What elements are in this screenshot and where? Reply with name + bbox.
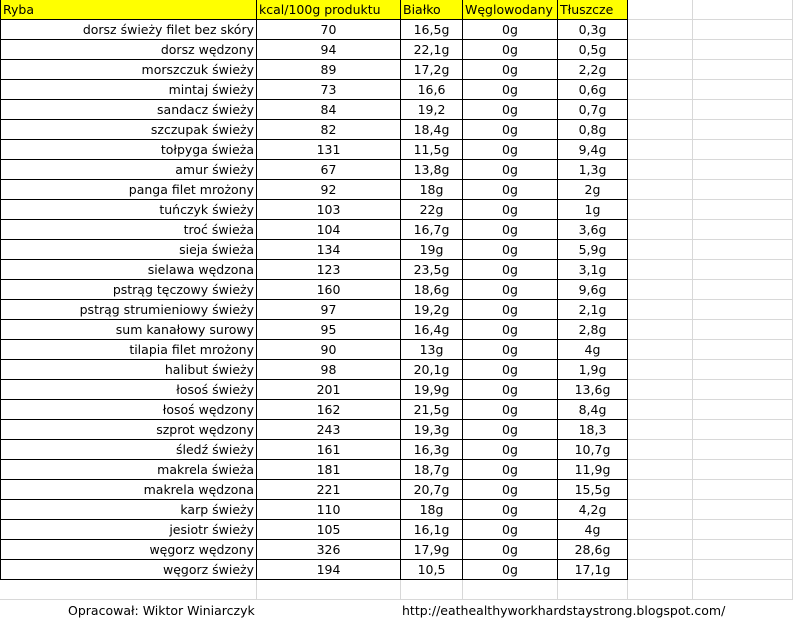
empty-cell[interactable] (628, 440, 693, 460)
cell-kcal[interactable]: 97 (257, 300, 401, 320)
cell-protein[interactable]: 18g (401, 180, 463, 200)
table-row (0, 60, 793, 80)
cell-carbs[interactable]: 0g (463, 500, 558, 520)
cell-carbs[interactable]: 0g (463, 160, 558, 180)
cell-kcal[interactable]: 70 (257, 20, 401, 40)
table-row (0, 20, 793, 40)
cell-kcal[interactable]: 181 (257, 460, 401, 480)
empty-cell[interactable] (693, 380, 793, 400)
cell-fish-name[interactable]: jesiotr świeży (0, 520, 257, 540)
empty-cell[interactable] (693, 360, 793, 380)
cell-fish-name[interactable]: makrela wędzona (0, 480, 257, 500)
cell-fish-name[interactable]: śledź świeży (0, 440, 257, 460)
cell-protein[interactable]: 16,1g (401, 520, 463, 540)
empty-cell[interactable] (693, 320, 793, 340)
cell-kcal[interactable]: 92 (257, 180, 401, 200)
cell-protein[interactable]: 17,9g (401, 540, 463, 560)
empty-cell[interactable] (628, 240, 693, 260)
cell-protein[interactable]: 16,3g (401, 440, 463, 460)
cell-kcal[interactable]: 326 (257, 540, 401, 560)
cell-fat[interactable]: 9,4g (558, 140, 628, 160)
cell-protein[interactable]: 19,2 (401, 100, 463, 120)
empty-cell[interactable] (693, 80, 793, 100)
empty-cell[interactable] (401, 580, 463, 600)
cell-fat[interactable]: 1,9g (558, 360, 628, 380)
cell-carbs[interactable]: 0g (463, 280, 558, 300)
cell-kcal[interactable]: 73 (257, 80, 401, 100)
cell-protein[interactable]: 22g (401, 200, 463, 220)
empty-cell[interactable] (0, 580, 257, 600)
empty-cell[interactable] (693, 140, 793, 160)
data-rows (0, 20, 793, 600)
table-row (0, 400, 793, 420)
table-row (0, 440, 793, 460)
empty-cell[interactable] (628, 380, 693, 400)
cell-fish-name[interactable]: morszczuk świeży (0, 60, 257, 80)
empty-cell[interactable] (693, 460, 793, 480)
empty-cell[interactable] (693, 160, 793, 180)
empty-cell[interactable] (693, 300, 793, 320)
cell-carbs[interactable]: 0g (463, 260, 558, 280)
cell-fish-name[interactable]: makrela świeża (0, 460, 257, 480)
cell-protein[interactable]: 16,7g (401, 220, 463, 240)
cell-fish-name[interactable]: tołpyga świeża (0, 140, 257, 160)
empty-cell[interactable] (628, 100, 693, 120)
cell-carbs[interactable]: 0g (463, 80, 558, 100)
table-row (0, 380, 793, 400)
empty-cell[interactable] (693, 280, 793, 300)
cell-protein[interactable]: 19,3g (401, 420, 463, 440)
cell-fat[interactable]: 15,5g (558, 480, 628, 500)
empty-header-cell[interactable] (628, 0, 693, 20)
cell-carbs[interactable]: 0g (463, 540, 558, 560)
cell-fish-name[interactable]: dorsz wędzony (0, 40, 257, 60)
cell-fat[interactable]: 4g (558, 340, 628, 360)
cell-carbs[interactable]: 0g (463, 240, 558, 260)
table-row (0, 420, 793, 440)
empty-cell[interactable] (693, 20, 793, 40)
empty-cell[interactable] (693, 220, 793, 240)
cell-fat[interactable]: 10,7g (558, 440, 628, 460)
cell-fish-name[interactable]: sieja świeża (0, 240, 257, 260)
cell-fish-name[interactable]: szprot wędzony (0, 420, 257, 440)
cell-fish-name[interactable]: sum kanałowy surowy (0, 320, 257, 340)
cell-carbs[interactable]: 0g (463, 140, 558, 160)
cell-carbs[interactable]: 0g (463, 300, 558, 320)
cell-carbs[interactable]: 0g (463, 560, 558, 580)
cell-kcal[interactable]: 105 (257, 520, 401, 540)
empty-cell[interactable] (693, 500, 793, 520)
empty-cell[interactable] (463, 580, 558, 600)
blog-url: http://eathealthyworkhardstaystrong.blogspot.com/ (402, 603, 726, 618)
table-row (0, 240, 793, 260)
cell-kcal[interactable]: 90 (257, 340, 401, 360)
cell-fat[interactable]: 4,2g (558, 500, 628, 520)
cell-protein[interactable]: 11,5g (401, 140, 463, 160)
table-row (0, 80, 793, 100)
empty-cell[interactable] (628, 320, 693, 340)
cell-carbs[interactable]: 0g (463, 480, 558, 500)
table-row (0, 220, 793, 240)
cell-fat[interactable]: 18,3 (558, 420, 628, 440)
cell-fat[interactable]: 9,6g (558, 280, 628, 300)
cell-protein[interactable]: 18,6g (401, 280, 463, 300)
table-row (0, 320, 793, 340)
header-protein[interactable]: Białko (401, 0, 463, 20)
empty-cell[interactable] (257, 580, 401, 600)
table-row (0, 300, 793, 320)
empty-cell[interactable] (628, 40, 693, 60)
cell-kcal[interactable]: 131 (257, 140, 401, 160)
empty-cell[interactable] (628, 420, 693, 440)
cell-carbs[interactable]: 0g (463, 100, 558, 120)
empty-cell[interactable] (693, 40, 793, 60)
cell-fat[interactable]: 0,6g (558, 80, 628, 100)
cell-fat[interactable]: 3,6g (558, 220, 628, 240)
table-row (0, 520, 793, 540)
cell-kcal[interactable]: 104 (257, 220, 401, 240)
cell-carbs[interactable]: 0g (463, 520, 558, 540)
cell-kcal[interactable]: 160 (257, 280, 401, 300)
empty-cell[interactable] (628, 260, 693, 280)
empty-cell[interactable] (693, 440, 793, 460)
empty-cell[interactable] (693, 60, 793, 80)
empty-cell[interactable] (628, 140, 693, 160)
cell-carbs[interactable]: 0g (463, 200, 558, 220)
cell-kcal[interactable]: 201 (257, 380, 401, 400)
empty-cell[interactable] (628, 360, 693, 380)
cell-fish-name[interactable]: tuńczyk świeży (0, 200, 257, 220)
table-row (0, 160, 793, 180)
cell-protein[interactable]: 22,1g (401, 40, 463, 60)
empty-cell[interactable] (693, 180, 793, 200)
cell-kcal[interactable]: 221 (257, 480, 401, 500)
empty-cell[interactable] (693, 520, 793, 540)
cell-protein[interactable]: 13g (401, 340, 463, 360)
cell-fat[interactable]: 28,6g (558, 540, 628, 560)
cell-carbs[interactable]: 0g (463, 360, 558, 380)
table-row (0, 180, 793, 200)
table-row (0, 120, 793, 140)
empty-cell[interactable] (628, 480, 693, 500)
table-row (0, 480, 793, 500)
cell-kcal[interactable]: 103 (257, 200, 401, 220)
cell-protein[interactable]: 19,2g (401, 300, 463, 320)
empty-cell[interactable] (693, 100, 793, 120)
header-fat[interactable]: Tłuszcze (558, 0, 628, 20)
cell-fat[interactable]: 0,5g (558, 40, 628, 60)
table-row (0, 360, 793, 380)
empty-cell[interactable] (693, 580, 793, 600)
cell-fish-name[interactable]: amur świeży (0, 160, 257, 180)
cell-protein[interactable]: 16,6 (401, 80, 463, 100)
cell-protein[interactable]: 19,9g (401, 380, 463, 400)
header-carbs[interactable]: Węglowodany (463, 0, 558, 20)
cell-carbs[interactable]: 0g (463, 40, 558, 60)
cell-kcal[interactable]: 94 (257, 40, 401, 60)
table-row (0, 200, 793, 220)
table-row (0, 340, 793, 360)
empty-header-cell[interactable] (693, 0, 793, 20)
empty-cell[interactable] (693, 400, 793, 420)
empty-cell[interactable] (628, 560, 693, 580)
cell-fat[interactable]: 4g (558, 520, 628, 540)
empty-cell[interactable] (693, 240, 793, 260)
cell-fish-name[interactable]: pstrąg tęczowy świeży (0, 280, 257, 300)
author-credit: Opracował: Wiktor Winiarczyk (68, 603, 255, 618)
cell-fish-name[interactable]: troć świeża (0, 220, 257, 240)
empty-cell[interactable] (628, 580, 693, 600)
empty-cell[interactable] (628, 520, 693, 540)
cell-fat[interactable]: 8,4g (558, 400, 628, 420)
cell-fat[interactable]: 17,1g (558, 560, 628, 580)
cell-carbs[interactable]: 0g (463, 400, 558, 420)
table-row (0, 260, 793, 280)
empty-cell[interactable] (628, 180, 693, 200)
cell-kcal[interactable]: 243 (257, 420, 401, 440)
cell-carbs[interactable]: 0g (463, 220, 558, 240)
empty-cell[interactable] (693, 540, 793, 560)
cell-carbs[interactable]: 0g (463, 460, 558, 480)
cell-fat[interactable]: 2,1g (558, 300, 628, 320)
cell-fish-name[interactable]: szczupak świeży (0, 120, 257, 140)
cell-fish-name[interactable]: tilapia filet mrożony (0, 340, 257, 360)
cell-fat[interactable]: 2,8g (558, 320, 628, 340)
header-kcal[interactable]: kcal/100g produktu (257, 0, 401, 20)
empty-cell[interactable] (693, 340, 793, 360)
cell-protein[interactable]: 19g (401, 240, 463, 260)
table-row (0, 560, 793, 580)
table-row (0, 540, 793, 560)
cell-fish-name[interactable]: łosoś wędzony (0, 400, 257, 420)
empty-cell[interactable] (693, 560, 793, 580)
empty-cell[interactable] (628, 60, 693, 80)
cell-carbs[interactable]: 0g (463, 120, 558, 140)
empty-cell[interactable] (628, 500, 693, 520)
cell-fat[interactable]: 1,3g (558, 160, 628, 180)
cell-kcal[interactable]: 98 (257, 360, 401, 380)
header-fish-name[interactable]: Ryba (0, 0, 257, 20)
cell-fish-name[interactable]: sielawa wędzona (0, 260, 257, 280)
cell-carbs[interactable]: 0g (463, 440, 558, 460)
cell-fat[interactable]: 0,7g (558, 100, 628, 120)
empty-cell[interactable] (558, 580, 628, 600)
empty-row (0, 580, 793, 600)
cell-fish-name[interactable]: mintaj świeży (0, 80, 257, 100)
cell-carbs[interactable]: 0g (463, 60, 558, 80)
cell-kcal[interactable]: 162 (257, 400, 401, 420)
cell-fish-name[interactable]: węgorz wędzony (0, 540, 257, 560)
cell-carbs[interactable]: 0g (463, 380, 558, 400)
empty-cell[interactable] (628, 160, 693, 180)
cell-kcal[interactable]: 89 (257, 60, 401, 80)
cell-protein[interactable]: 16,4g (401, 320, 463, 340)
cell-protein[interactable]: 10,5 (401, 560, 463, 580)
cell-kcal[interactable]: 161 (257, 440, 401, 460)
cell-kcal[interactable]: 123 (257, 260, 401, 280)
cell-fish-name[interactable]: węgorz świeży (0, 560, 257, 580)
cell-kcal[interactable]: 82 (257, 120, 401, 140)
empty-cell[interactable] (628, 340, 693, 360)
footer (0, 600, 793, 621)
cell-kcal[interactable]: 95 (257, 320, 401, 340)
empty-cell[interactable] (628, 280, 693, 300)
empty-cell[interactable] (693, 260, 793, 280)
cell-fat[interactable]: 5,9g (558, 240, 628, 260)
empty-cell[interactable] (628, 300, 693, 320)
cell-kcal[interactable]: 134 (257, 240, 401, 260)
empty-cell[interactable] (628, 540, 693, 560)
empty-cell[interactable] (628, 220, 693, 240)
cell-kcal[interactable]: 84 (257, 100, 401, 120)
cell-fish-name[interactable]: karp świeży (0, 500, 257, 520)
empty-cell[interactable] (628, 460, 693, 480)
cell-carbs[interactable]: 0g (463, 420, 558, 440)
cell-fat[interactable]: 2,2g (558, 60, 628, 80)
cell-kcal[interactable]: 67 (257, 160, 401, 180)
cell-protein[interactable]: 13,8g (401, 160, 463, 180)
empty-cell[interactable] (628, 80, 693, 100)
cell-fat[interactable]: 0,3g (558, 20, 628, 40)
cell-fish-name[interactable]: halibut świeży (0, 360, 257, 380)
table-row (0, 460, 793, 480)
cell-protein[interactable]: 18g (401, 500, 463, 520)
empty-cell[interactable] (693, 420, 793, 440)
table-row (0, 280, 793, 300)
cell-protein[interactable]: 18,4g (401, 120, 463, 140)
table-row (0, 500, 793, 520)
cell-protein[interactable]: 18,7g (401, 460, 463, 480)
cell-fat[interactable]: 3,1g (558, 260, 628, 280)
empty-cell[interactable] (693, 480, 793, 500)
cell-carbs[interactable]: 0g (463, 320, 558, 340)
header-row (0, 0, 793, 20)
cell-kcal[interactable]: 110 (257, 500, 401, 520)
cell-kcal[interactable]: 194 (257, 560, 401, 580)
cell-protein[interactable]: 20,7g (401, 480, 463, 500)
cell-fish-name[interactable]: sandacz świeży (0, 100, 257, 120)
cell-carbs[interactable]: 0g (463, 20, 558, 40)
cell-fat[interactable]: 2g (558, 180, 628, 200)
empty-cell[interactable] (628, 200, 693, 220)
cell-carbs[interactable]: 0g (463, 340, 558, 360)
cell-fat[interactable]: 13,6g (558, 380, 628, 400)
cell-fish-name[interactable]: pstrąg strumieniowy świeży (0, 300, 257, 320)
cell-protein[interactable]: 16,5g (401, 20, 463, 40)
cell-protein[interactable]: 17,2g (401, 60, 463, 80)
cell-fish-name[interactable]: panga filet mrożony (0, 180, 257, 200)
table-row (0, 140, 793, 160)
cell-fat[interactable]: 11,9g (558, 460, 628, 480)
cell-fat[interactable]: 1g (558, 200, 628, 220)
empty-cell[interactable] (693, 200, 793, 220)
table-row (0, 40, 793, 60)
empty-cell[interactable] (628, 400, 693, 420)
cell-fat[interactable]: 0,8g (558, 120, 628, 140)
table-row (0, 100, 793, 120)
cell-fish-name[interactable]: łosoś świeży (0, 380, 257, 400)
cell-protein[interactable]: 23,5g (401, 260, 463, 280)
cell-fish-name[interactable]: dorsz świeży filet bez skóry (0, 20, 257, 40)
cell-protein[interactable]: 21,5g (401, 400, 463, 420)
cell-protein[interactable]: 20,1g (401, 360, 463, 380)
empty-cell[interactable] (693, 120, 793, 140)
cell-carbs[interactable]: 0g (463, 180, 558, 200)
empty-cell[interactable] (628, 20, 693, 40)
empty-cell[interactable] (628, 120, 693, 140)
